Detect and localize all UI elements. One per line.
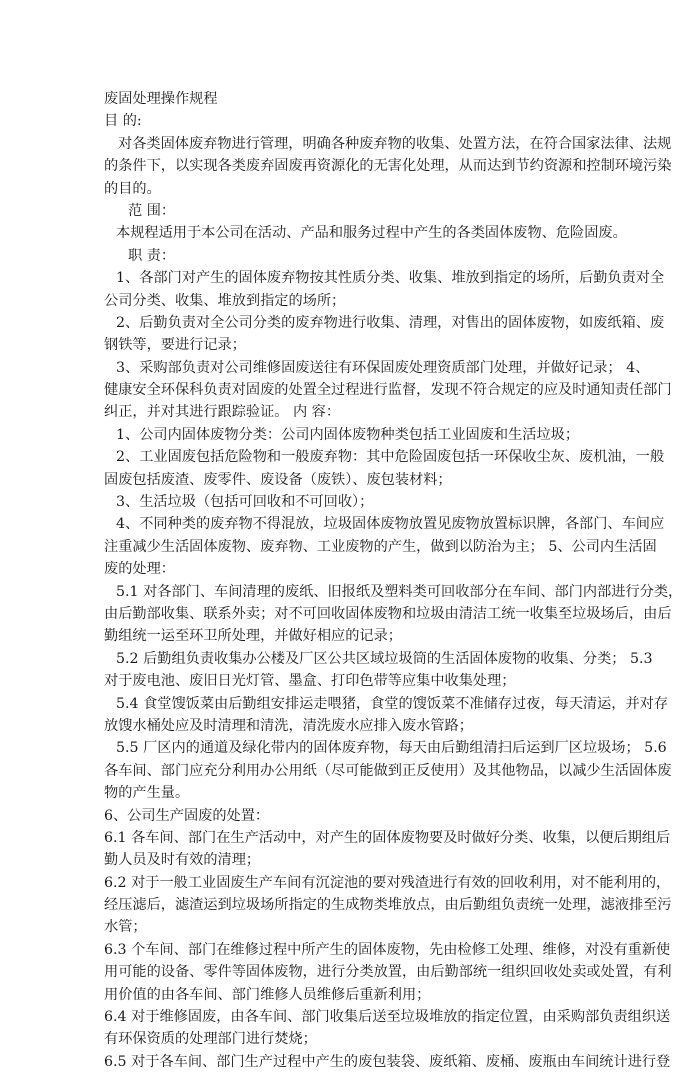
text-line: 的条件下，以实现各类废弃固废再资源化的无害化处理，从而达到节约资源和控制环境污染	[104, 158, 672, 175]
text-line: 用价值的由各车间、部门维修人员维修后重新利用；	[104, 986, 431, 1003]
text-line: 6.1 各车间、部门在生产活动中，对产生的固体废物要及时做好分类、收集，以便后期组后	[104, 829, 671, 846]
text-line: 6.2 对于一般工业固废生产车间有沉淀池的要对残渣进行有效的回收利用，对不能利用的，	[104, 874, 671, 891]
text-line: 水管；	[104, 919, 147, 936]
text-line: 6.3 个车间、部门在维修过程中所产生的固体废物，先由检修工处理、维修，对没有重新使	[104, 941, 671, 958]
text-line: 各车间、部门应充分利用办公用纸（尽可能做到正反使用）及其他物品，以减少生活固体废	[104, 762, 672, 779]
text-line: 1、各部门对产生的固体废弃物按其性质分类、收集、堆放到指定的场所，后勤负责对全	[116, 270, 665, 287]
text-line: 固废包括废渣、废零件、废设备（废铁）、废包装材料；	[104, 471, 452, 488]
text-line: 健康安全环保科负责对固废的处置全过程进行监督，发现不符合规定的应及时通知责任部门	[104, 382, 672, 399]
text-line: 5.2 后勤组负责收集办公楼及厂区公共区域垃圾筒的生活固体废物的收集、分类； 5.3	[116, 650, 653, 667]
text-line: 废的处理：	[104, 561, 175, 578]
text-line: 本规程适用于本公司在活动、产品和服务过程中产生的各类固体废物、危险固废。	[116, 225, 627, 242]
text-line: 4、不同种类的废弃物不得混放，垃圾固体废物放置见废物放置标识牌，各部门、车间应	[116, 516, 665, 533]
text-line: 5.4 食堂馊饭菜由后勤组安排运走喂猪，食堂的馊饭菜不准储存过夜，每天清运，并对存	[116, 695, 669, 712]
text-line: 用可能的设备、零件等固体废物，进行分类放置，由后勤部统一组织回收处卖或处置，有利	[104, 964, 672, 981]
text-line: 由后勤部收集、联系外卖；对不可回收固体废物和垃圾由清洁工统一收集至垃圾场后，由后	[104, 605, 672, 622]
text-line: 3、生活垃圾（包括可回收和不可回收）；	[116, 494, 374, 511]
text-line: 1、公司内固体废物分类：公司内固体废物种类包括工业固废和生活垃圾；	[116, 426, 580, 443]
text-line: 6.4 对于维修固废，由各车间、部门收集后送至垃圾堆放的指定位置，由采购部负责组织送	[104, 1009, 671, 1026]
text-line: 6.5 对于各车间、部门生产过程中产生的废包装袋、废纸箱、废桶、废瓶由车间统计进行登	[104, 1053, 671, 1070]
text-line: 钢铁等，要进行记录；	[104, 337, 246, 354]
text-line: 放馊水桶处应及时清理和清洗，清洗废水应排入废水管路；	[104, 717, 473, 734]
text-line: 物的产生量。	[104, 785, 190, 802]
text-line: 5.1 对各部门、车间清理的废纸、旧报纸及塑料类可回收部分在车间、部门内部进行分类，	[116, 583, 683, 600]
section-heading-purpose: 目 的:	[104, 113, 142, 130]
text-line: 注重减少生活固体废物、废弃物、工业废物的产生，做到以防治为主； 5、公司内生活固	[104, 538, 657, 555]
document-page	[104, 88, 683, 1073]
text-line: 3、采购部负责对公司维修固废送往有环保固废处理资质部门处理，并做好记录； 4、	[116, 359, 650, 376]
text-line: 的目的。	[104, 180, 161, 197]
document-title: 废固处理操作规程	[104, 91, 218, 107]
text-line: 对各类固体废弃物进行管理，明确各种废弃物的收集、处置方法，在符合国家法律、法规	[118, 135, 672, 152]
text-line: 2、工业固废包括危险物和一般废弃物：其中危险固废包括一环保收尘灰、废机油，一般	[116, 449, 665, 466]
text-line: 公司分类、收集、堆放到指定的场所；	[104, 292, 346, 309]
text-line: 勤组统一运至环卫所处理，并做好相应的记录；	[104, 628, 402, 645]
section-heading-duties: 职 责：	[128, 247, 176, 264]
text-line: 对于废电池、废旧日光灯管、墨盒、打印色带等应集中收集处理；	[104, 673, 516, 690]
section-heading-scope: 范 围：	[128, 202, 176, 219]
text-line: 经压滤后，滤渣运到垃圾场所指定的生成物类堆放点，由后勤组负责统一处理，滤液排至污	[104, 897, 672, 914]
text-line: 纠正，并对其进行跟踪验证。 内 容：	[104, 404, 341, 421]
text-line: 有环保资质的处理部门进行焚烧；	[104, 1031, 317, 1048]
text-line: 2、后勤负责对全公司分类的废弃物进行收集、清理，对售出的固体废物，如废纸箱、废	[116, 314, 665, 331]
text-line: 勤人员及时有效的清理；	[104, 852, 261, 869]
text-line: 5.5 厂区内的通道及绿化带内的固体废弃物，每天由后勤组清扫后运到厂区垃圾场； 5.6	[116, 740, 667, 757]
section-heading-production-waste: 6、公司生产固废的处置：	[104, 807, 270, 824]
